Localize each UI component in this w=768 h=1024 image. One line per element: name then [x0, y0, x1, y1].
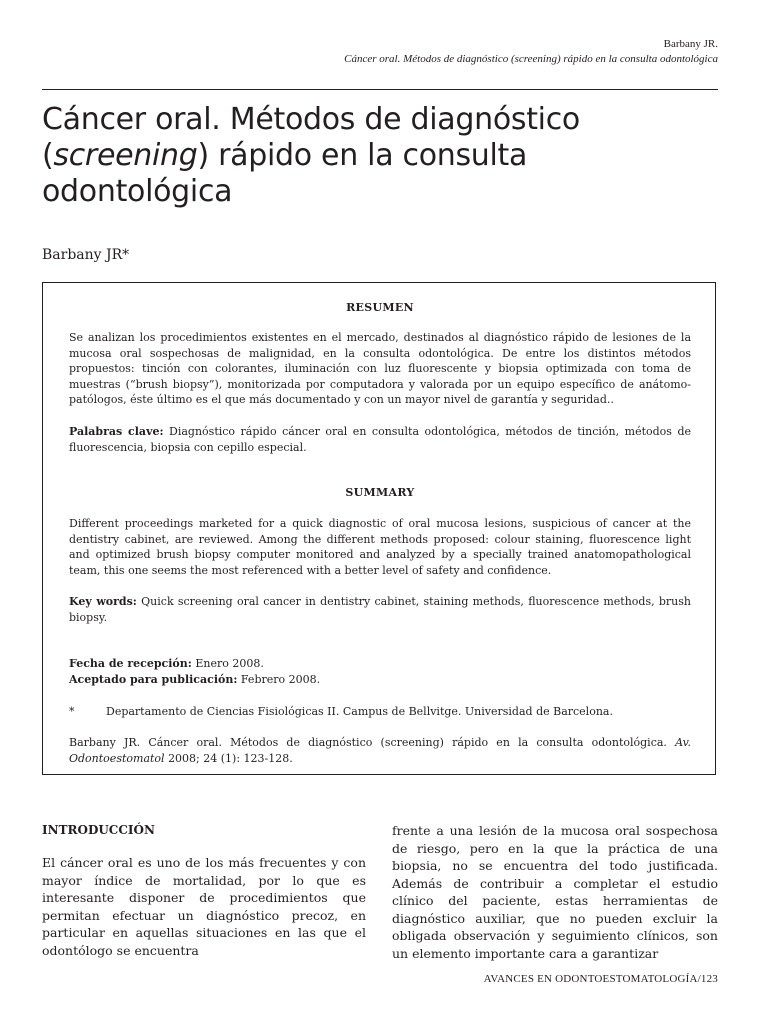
- fecha-recepcion-value: Enero 2008.: [195, 657, 264, 670]
- page-footer: AVANCES EN ODONTOESTOMATOLOGÍA/123: [483, 973, 718, 985]
- summary-heading: SUMMARY: [345, 486, 415, 499]
- key-words-text: Quick screening oral cancer in dentistry cabinet, staining methods, fluorescence methods, brush biopsy.: [69, 595, 691, 624]
- article-author: Barbany JR*: [42, 247, 130, 263]
- affiliation-footnote: [69, 704, 691, 720]
- palabras-clave-text: Diagnóstico rápido cáncer oral en consulta odontológica, métodos de tinción, métodos de fluorescencia, biopsia con cepillo especial.: [69, 425, 691, 454]
- intro-left-column: El cáncer oral es uno de los más frecuentes y con mayor índice de mortalidad, por lo que es interesante disponer de procedimientos que permitan efectuar un diagnóstico precoz, en particular en aquellas situaciones en las que el odontólogo se encuentra: [42, 855, 366, 958]
- footnote-mark: *: [69, 705, 75, 718]
- palabras-clave-label: Palabras clave:: [69, 425, 164, 438]
- fecha-recepcion: [69, 656, 691, 672]
- key-words: [69, 594, 691, 625]
- running-header-author: Barbany JR.: [663, 38, 718, 50]
- key-words-label: Key words:: [69, 595, 137, 608]
- running-header-title: Cáncer oral. Métodos de diagnóstico (screening) rápido en la consulta odontológica: [344, 53, 718, 65]
- fecha-aceptado: [69, 672, 691, 688]
- citation-details: 2008; 24 (1): 123-128.: [168, 751, 293, 765]
- citation: [69, 735, 691, 766]
- resumen-heading: RESUMEN: [346, 301, 414, 314]
- abstract-box: [42, 282, 716, 775]
- title-part-2: ) rápido en la consulta odontológica: [42, 138, 528, 209]
- title-part-1: Cáncer oral. Métodos de diagnóstico (: [42, 102, 580, 173]
- fecha-aceptado-label: Aceptado para publicación:: [69, 673, 238, 686]
- header-divider: [42, 89, 718, 90]
- footnote-text: Departamento de Ciencias Fisiológicas II. Campus de Bellvitge. Universidad de Barcelona.: [106, 705, 613, 718]
- article-title: [42, 102, 682, 210]
- summary-text: Different proceedings marketed for a quick diagnostic of oral mucosa lesions, suspicious of cancer at the dentistry cabinet, are reviewed. Among the different methods proposed: colour staining, fluorescence light and optimized brush biopsy computer monitored and analyzed by a specially trained anatomopathological team, this one seems the most referenced with a better level of safety and confidence.: [69, 517, 691, 577]
- intro-right-column: frente a una lesión de la mucosa oral sospechosa de riesgo, pero en la que la práctica de una biopsia, no se encuentra del todo justificada. Además de contribuir a completar el estudio clínico del paciente, estas herramientas de diagnóstico auxiliar, que no pueden excluir la obligada observación y seguimiento clínicos, son un elemento importante cara a garantizar: [392, 823, 718, 961]
- introduccion-heading: INTRODUCCIÓN: [42, 823, 155, 837]
- palabras-clave: [69, 424, 691, 455]
- title-italic-term: screening: [53, 138, 198, 173]
- fecha-aceptado-value: Febrero 2008.: [240, 673, 321, 686]
- fecha-recepcion-label: Fecha de recepción:: [69, 657, 192, 670]
- resumen-text: Se analizan los procedimientos existentes en el mercado, destinados al diagnóstico rápido de lesiones de la mucosa oral sospechosas de malignidad, en la consulta odontológica. De entre los distintos métodos propuestos: tinción con colorantes, iluminación con luz fluorescente y biopsia optimizada con toma de muestras (“brush biopsy”), monitorizada por computadora y valorada por un equipo específico de anátomo-patólogos, éste último es el que más documentado y con un mayor nivel de garantía y seguridad..: [69, 331, 691, 406]
- citation-text: Barbany JR. Cáncer oral. Métodos de diagnóstico (screening) rápido en la consulta odontológica.: [69, 736, 667, 749]
- citation-journal: Av. Odontoestomatol: [69, 736, 691, 765]
